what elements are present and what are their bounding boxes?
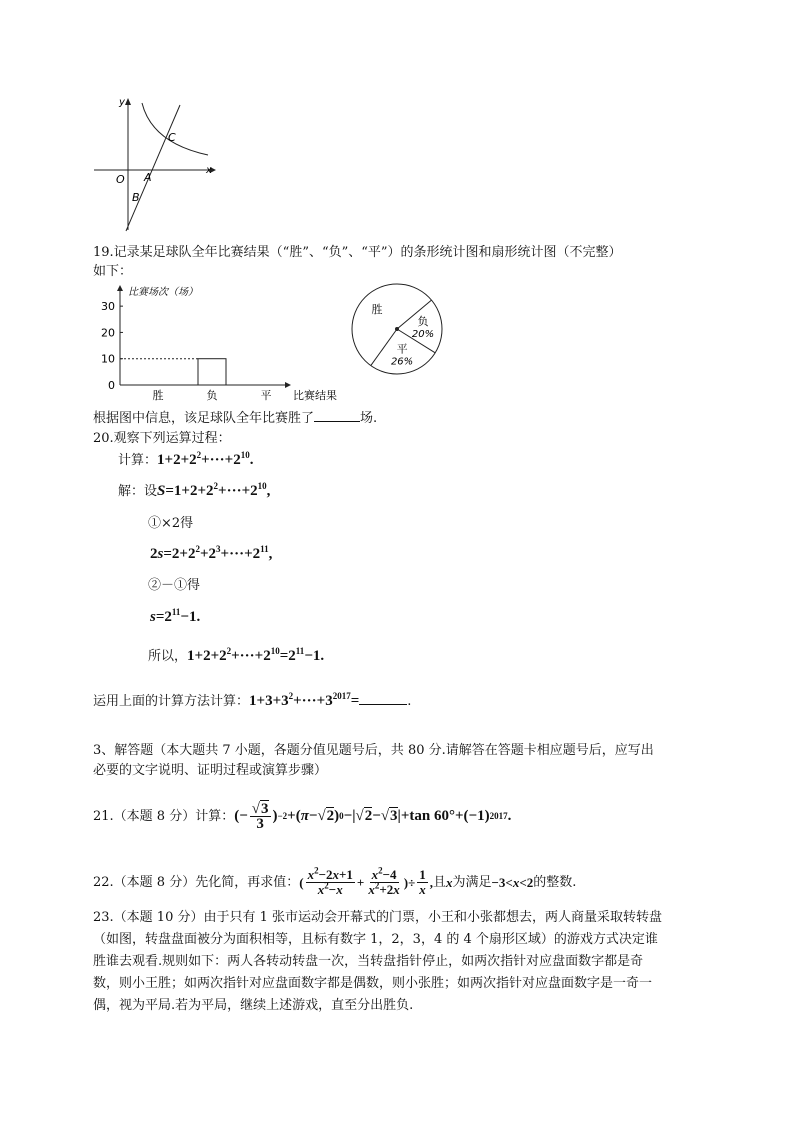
formula-q22-range: −3<x<2 — [491, 874, 534, 890]
q20-therefore-line — [148, 648, 324, 665]
bar-category-label: 负 — [206, 389, 218, 402]
q19-text-line2: 如下： — [93, 264, 133, 279]
formula-conclusion: $1+2+2^2+\cdot\cdot\cdot+2^{10}=2^{11}-1$. — [187, 646, 325, 664]
bar-y-axis-title: 比赛场次（场） — [128, 287, 198, 298]
answer-blank[interactable] — [314, 409, 360, 422]
q20-solution-label: 解：设 — [118, 484, 158, 499]
q20-intro: 20.观察下列运算过程： — [93, 431, 231, 446]
q19-question-after: 场. — [360, 411, 378, 426]
q20-step2-label: ②－①得 — [148, 578, 201, 593]
bar-负 — [198, 359, 226, 385]
q23-line1: 23.（本题 10 分）由于只有 1 张市运动会开幕式的门票，小王和小张都想去，两人商量采取转转盘 — [93, 910, 663, 925]
bar-y-tick-label: 30 — [101, 300, 115, 314]
hyperbola-curve — [142, 103, 208, 155]
q19-text-line1: 19.记录某足球队全年比赛结果（“胜”、“负”、“平”）的条形统计图和扇形统计图（不完整） — [93, 245, 622, 260]
pie-slice-value-平: 26% — [390, 356, 414, 368]
bar-x-axis-title: 比赛结果 — [293, 389, 337, 402]
point-b-label: B — [132, 191, 140, 204]
bar-y-axis-arrow — [117, 285, 123, 291]
q21-line — [93, 800, 511, 832]
section3-heading: 3、解答题（本大题共 7 小题，各题分值见题号后，共 80 分.请解答在答题卡相应题号后，应写出 — [93, 743, 654, 758]
q20-therefore-label: 所以， — [148, 649, 188, 664]
formula-s-result: $s=2^{11}-1$. — [150, 607, 201, 625]
bar-x-axis-arrow — [285, 382, 291, 388]
q19-question — [93, 409, 377, 427]
q23-line5: 偶，视为平局.若为平局，继续上述游戏，直至分出胜负. — [93, 998, 414, 1013]
point-a-label: A — [144, 171, 152, 184]
answer-blank[interactable] — [359, 692, 407, 705]
q23-line3: 胜谁去观看.规则如下：两人各转动转盘一次，当转盘指针停止，如两次指针对应盘面数字都是奇 — [93, 954, 644, 969]
point-c-label: C — [168, 131, 176, 144]
q19-question-before: 根据图中信息，该足球队全年比赛胜了 — [93, 411, 315, 426]
bar-y-tick-label: 20 — [101, 326, 115, 340]
formula-s-def: $S=1+2+2^2+\cdot\cdot\cdot+2^{10}$, — [157, 481, 271, 499]
q23-line4: 数，则小王胜；如两次指针对应盘面数字都是偶数，则小张胜；如两次指针对应盘面数字是一奇一 — [93, 976, 653, 991]
q22-tail: 且 — [432, 874, 446, 890]
q20-solution-line — [118, 483, 270, 500]
q20-apply-label: 运用上面的计算方法计算： — [93, 694, 250, 709]
q20-step1-label: ①×2得 — [148, 516, 194, 531]
section3-heading-line2: 必要的文字说明、证明过程或演算步骤） — [93, 763, 328, 778]
bar-category-label: 胜 — [152, 389, 164, 402]
y-axis-label: y — [119, 97, 125, 108]
bar-y-tick-label: 0 — [108, 379, 115, 392]
q20-calc-label: 计算： — [118, 453, 158, 468]
formula-q22: ( $\frac{x^2-2x+1}{x^2-x}$ + $\frac{x^2-4}{x^2+2x}$ )÷ $\frac{1}{x}$ , — [299, 865, 433, 897]
straight-line — [126, 105, 180, 231]
pie-slice-label-胜: 胜 — [371, 303, 383, 316]
pie-chart — [345, 282, 450, 382]
pie-slice-value-负: 20% — [411, 329, 435, 341]
q20-apply-line: 运用上面的计算方法计算：$1+3+3^2+\cdot\cdot\cdot+3^{2017}=$ . — [93, 691, 412, 709]
y-axis-arrow — [125, 98, 131, 105]
q21-label: 21.（本题 8 分）计算： — [93, 808, 235, 824]
q20-calc-line — [118, 452, 253, 469]
pie-slice-label-负: 负 — [417, 315, 429, 329]
bar-chart — [90, 283, 340, 403]
q22-line: 22.（本题 8 分）先化简，再求值： ( $\frac{x^2-2x+1}{x^2-x}$ + $\frac{x^2-4}{x^2+2x}$ )÷ $\frac{1}{x}$ , 且 x 为满足 −3<x<2 的整数. — [93, 865, 577, 897]
q23-line2: （如图，转盘盘面被分为面积相等，且标有数字 1，2，3，4 的 4 个扇形区域）的游戏方式决定谁 — [93, 932, 658, 947]
bar-category-label: 平 — [260, 389, 272, 402]
formula-2s: $2s=2+2^2+2^3+\cdot\cdot\cdot+2^{11}$, — [150, 544, 273, 562]
formula-apply: $1+3+3^2+\cdot\cdot\cdot+3^{2017}=$ — [249, 691, 360, 709]
q22-label: 22.（本题 8 分）先化简，再求值： — [93, 874, 300, 890]
pie-slice-label-平: 平 — [396, 342, 408, 356]
formula-sum: $1+2+2^2+\cdot\cdot\cdot+2^{10}$. — [157, 450, 254, 468]
bar-y-tick-label: 10 — [101, 352, 115, 366]
q22-tail3: 的整数. — [533, 874, 577, 890]
formula-q21: (− $\frac{√3}{3}$ ) −2 +( π −√ 2 ) 0 −|√ 2 −√ 3 |+tan 60°+(−1) 2017 . — [234, 800, 512, 832]
origin-label: O — [116, 173, 125, 186]
q22-tail2: 为满足 — [452, 874, 492, 890]
q18-coordinate-graph — [90, 95, 220, 235]
x-axis-label: x — [206, 165, 212, 176]
